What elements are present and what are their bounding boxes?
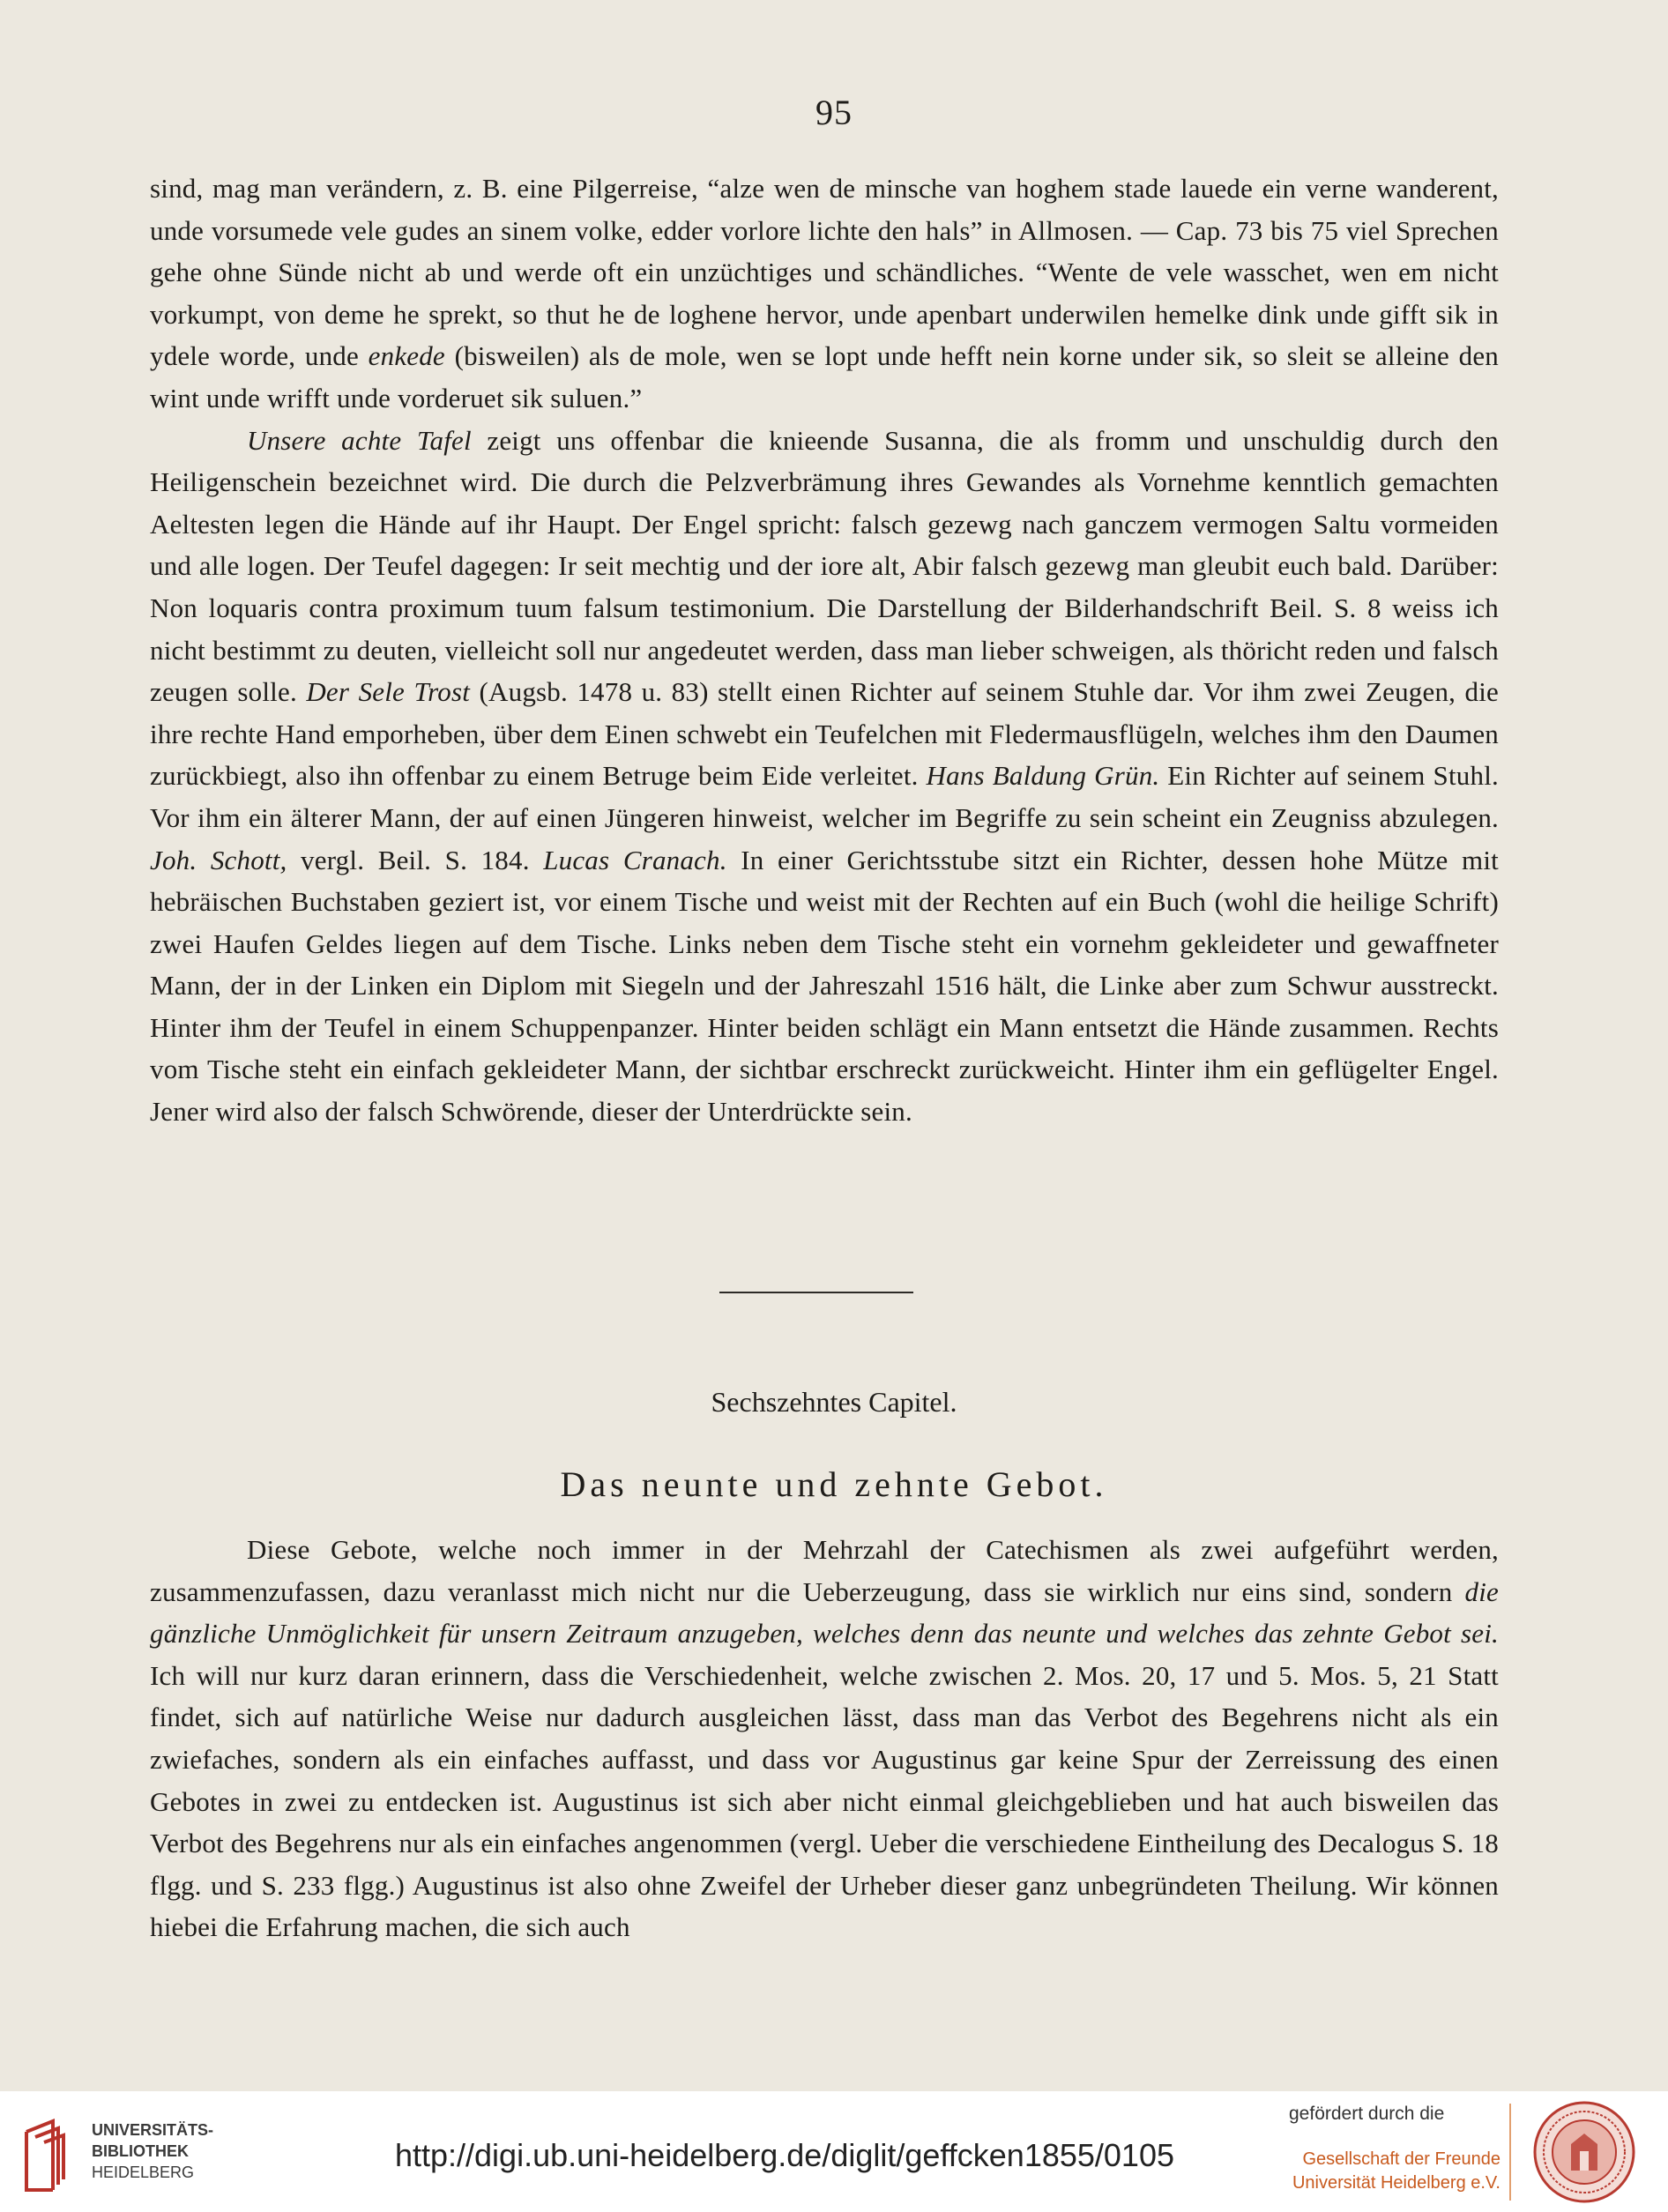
paragraph (150, 168, 1499, 420)
text-run: In einer Gerichtsstube sitzt ein Richter, dessen hohe Mütze mit hebräischen Buchstaben geziert ist, vor einem Tische und weist mit der Rechten auf ein Buch (wohl die heilige Schrift) zwei Haufen Geldes liegen auf dem Tische. Links neben dem Tische steht ein vornehm gekleideter und gewaffneter Mann, der in der Linken ein Diplom mit Siegeln und der Jahreszahl 1516 hält, die Linke aber zum Schwur ausstreckt. Hinter ihm der Teufel in einem Schuppenpanzer. Hinter beiden schlägt ein Mann entsetzt die Hände zusammen. Rechts vom Tische steht ein einfach gekleideter Mann, der sichtbar erschreckt zurückweicht. Hinter ihm ein geflügelter Engel. Jener wird also der falsch Schwörende, dieser der Unterdrückte sein. (150, 844, 1499, 1128)
sponsor-name[interactable] (1289, 2148, 1500, 2195)
library-name[interactable] (92, 2119, 213, 2183)
library-name-line: UNIVERSITÄTS- (92, 2121, 214, 2139)
sponsor-label: gefördert durch die (1289, 2104, 1445, 2124)
text-run: (bisweilen) als de mole, wen se lopt unde hefft nein korne under sik, so sleit se alleine den wint unde wrifft unde vorderuet sik suluen.” (150, 340, 1499, 413)
library-name-line: BIBLIOTHEK (92, 2142, 189, 2160)
page-number: 95 (815, 93, 853, 132)
italic-text: Joh. Schott, (150, 844, 287, 875)
text-run: Diese Gebote, welche noch immer in der Mehrzahl der Catechismen als zwei aufgeführt werden, zusammenzufassen, dazu veranlasst mich nicht nur die Ueberzeugung, dass sie wirklich nur eins sind, sondern (150, 1534, 1499, 1607)
italic-text: Lucas Cranach. (543, 844, 727, 875)
section-divider (719, 1292, 913, 1293)
library-name-line: HEIDELBERG (92, 2164, 195, 2181)
italic-text: Hans Baldung Grün. (926, 760, 1160, 792)
italic-text: enkede (368, 340, 445, 372)
text-run: (Augsb. 1478 u. 83) stellt einen Richter auf seinem Stuhle dar. Vor ihm zwei Zeugen, die ihre rechte Hand emporheben, über dem Einen schwebt ein Teufelchen mit Fledermausflügeln, welches ihm den Daumen zurückbiegt, also ihn offenbar zu einem Betruge beim Eide verleitet. (150, 676, 1500, 792)
body-text-block-2 (150, 1529, 1499, 1948)
sponsor-name-line: Universität Heidelberg e.V. (1292, 2173, 1500, 2193)
permalink-url[interactable]: http://digi.ub.uni-heidelberg.de/diglit/geffcken1855/0105 (394, 2137, 1174, 2173)
ub-heidelberg-logo-icon[interactable] (18, 2114, 79, 2195)
text-run: sind, mag man verändern, z. B. eine Pilgerreise, “alze wen de minsche van hoghem stade lauede ein verne wanderent, unde vorsumede vele gudes an sinem volke, edder vorlore lichte den hals” in Allmosen. — Cap. 73 bis 75 viel Sprechen gehe ohne Sünde nicht ab und werde oft ein unzüchtiges und schändliches. “Wente de vele wasschet, wen em nicht vorkumpt, von deme he sprekt, so thut he de loghene hervor, unde apenbart underwilen hemelke dink unde gifft sik in ydele worde, unde (150, 173, 1499, 372)
text-run: vergl. Beil. S. 184. (287, 844, 544, 875)
body-text-block-1 (150, 168, 1499, 1133)
text-run: Ein Richter auf seinem Stuhl. Vor ihm ein älterer Mann, der auf einen Jüngeren hinweist, welcher im Begriffe zu sein scheint ein Zeugniss abzulegen. (150, 760, 1499, 833)
chapter-number: Sechszehntes Capitel. (711, 1386, 957, 1418)
italic-text: die gänzliche Unmöglichkeit für unsern Zeitraum anzugeben, welches denn das neunte und welches das zehnte Gebot sei. (150, 1575, 1499, 1650)
university-seal-icon[interactable] (1532, 2100, 1636, 2204)
italic-text: Der Sele Trost (306, 676, 471, 708)
paragraph (150, 1529, 1499, 1948)
footer-bar (0, 2091, 1668, 2212)
sponsor-name-line: Gesellschaft der Freunde (1302, 2149, 1500, 2169)
text-run: Ich will nur kurz daran erinnern, dass die Verschiedenheit, welche zwischen 2. Mos. 20, 17 und 5. Mos. 5, 21 Statt findet, sich auf natürliche Weise nur dadurch ausgleichen lässt, dass man das Verbot des Begehrens nicht als ein zwiefaches, sondern als ein einfaches auffasst, und dass vor Augustinus gar keine Spur der Zerreissung des einen Gebotes in zwei zu entdecken ist. Augustinus ist sich aber nicht einmal gleichgeblieben und hat auch bisweilen das Verbot des Begehrens nur als ein einfaches angenommen (vergl. Ueber die verschiedene Eintheilung des Decalogus S. 18 flgg. und S. 233 flgg.) Augustinus ist also ohne Zweifel der Urheber dieser ganz unbegründeten Theilung. Wir können hiebei die Erfahrung machen, die sich auch (150, 1659, 1499, 1943)
italic-text: Unsere achte Tafel (247, 424, 472, 456)
paragraph (150, 420, 1499, 1133)
chapter-title: Das neunte und zehnte Gebot. (560, 1464, 1108, 1504)
text-run: zeigt uns offenbar die knieende Susanna, die als fromm und unschuldig durch den Heiligenschein bezeichnet wird. Die durch die Pelzverbrämung ihres Gewandes als Vornehme kenntlich gemachten Aeltesten legen die Hände auf ihr Haupt. Der Engel spricht: falsch gezewg nach ganczem vermogen Saltu vormeiden und alle logen. Der Teufel dagegen: Ir seit mechtig und der iore alt, Abir falsch gezewg man gleubit euch bald. Darüber: Non loquaris contra proximum tuum falsum testimonium. Die Darstellung der Bilderhandschrift Beil. S. 8 weiss ich nicht bestimmt zu deuten, vielleicht soll nur angedeutet werden, dass man lieber schweigen, als thöricht reden und falsch zeugen solle. (150, 424, 1499, 708)
sponsor-divider (1509, 2104, 1511, 2201)
